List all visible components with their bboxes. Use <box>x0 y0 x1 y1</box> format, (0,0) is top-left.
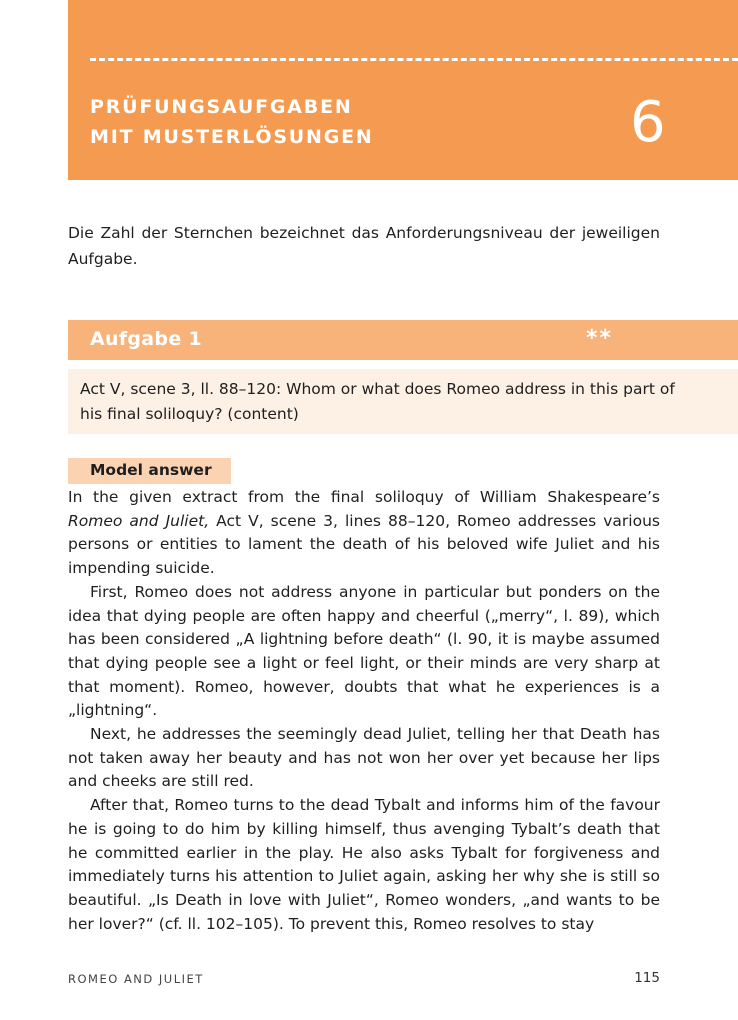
task-prompt: Act V, scene 3, ll. 88–120: Whom or what does Romeo address in this part of his final soliloquy? (content) <box>80 380 675 423</box>
answer-p1-before: In the given extract from the final soliloquy of William Shakespeare’s <box>68 488 660 506</box>
chapter-banner <box>68 0 738 180</box>
chapter-title-line-1: PRÜFUNGSAUFGABEN <box>90 96 353 118</box>
answer-paragraph-2: First, Romeo does not address anyone in particular but ponders on the idea that dying people are often happy and cheerful („merry“, l. 89), which has been considered „A lightning before death“ (l. 90, it is maybe assumed that dying people see a light or feel light, or their minds are very sharp at that moment). Romeo, however, doubts that what he experiences is a „lightning“. <box>68 582 660 720</box>
answer-paragraph-4: After that, Romeo turns to the dead Tybalt and informs him of the favour he is going to do him by killing himself, thus avenging Tybalt’s death that he committed earlier in the play. He also asks Tybalt for forgiveness and immediately turns his attention to Juliet again, asking her why she is still so beautiful. „Is Death in love with Juliet“, Romeo wonders, „and wants to be her lover?“ (cf. ll. 102–105). To prevent this, Romeo resolves to stay <box>68 796 660 933</box>
chapter-title <box>90 92 374 152</box>
chapter-title-line-2: MIT MUSTERLÖSUNGEN <box>90 126 374 148</box>
model-answer-label <box>68 458 231 484</box>
task-header <box>68 320 738 360</box>
play-title: Romeo and Juliet, <box>68 511 210 530</box>
answer-p1-after: Act V, scene 3, lines 88–120, Romeo addresses various persons or entities to lament the death of his beloved wife Juliet and his impending suicide. <box>68 511 660 578</box>
task-prompt-box <box>68 369 738 434</box>
dashed-divider <box>90 58 738 61</box>
model-answer-label-text: Model answer <box>90 461 212 479</box>
task-title: Aufgabe 1 <box>90 328 202 350</box>
page-number: 115 <box>634 970 660 986</box>
answer-paragraph-1 <box>68 486 660 581</box>
difficulty-stars: ** <box>586 326 614 351</box>
intro-text: Die Zahl der Sternchen bezeichnet das Anforderungsniveau der jeweiligen Aufgabe. <box>68 224 660 268</box>
footer-book-title: ROMEO AND JULIET <box>68 972 204 986</box>
model-answer-body <box>68 486 660 936</box>
chapter-number: 6 <box>630 90 666 155</box>
answer-paragraph-3: Next, he addresses the seemingly dead Juliet, telling her that Death has not taken away her beauty and has not won her over yet because her lips and cheeks are still red. <box>68 725 660 791</box>
